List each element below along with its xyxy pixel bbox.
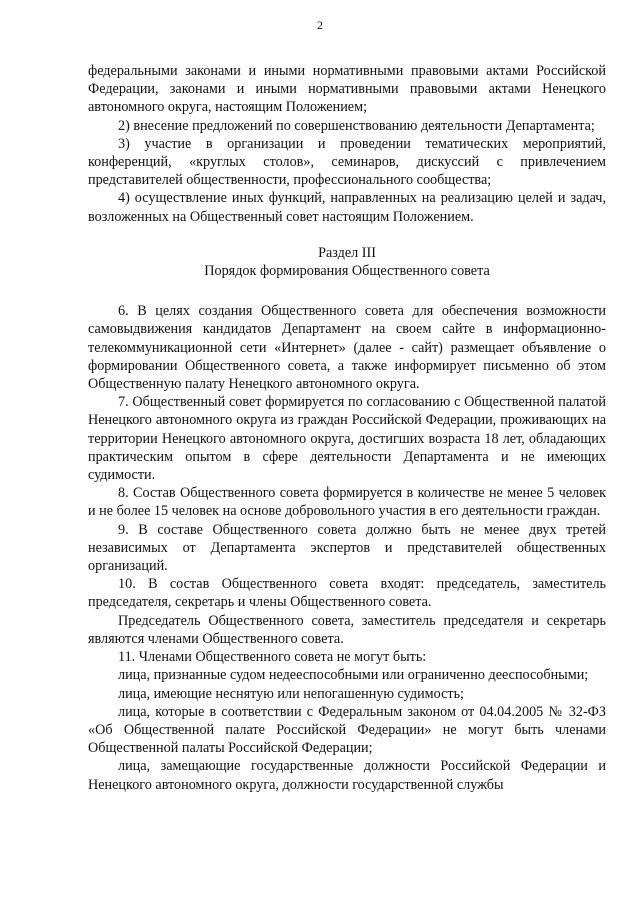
paragraph-11-item-1: лица, признанные судом недееспособными или ограниченно дееспособными; [118,667,589,684]
paragraph-11: 11. Членами Общественного совета не могут быть: [118,649,427,666]
section-number: Раздел III [318,244,376,261]
section-heading [88,244,606,280]
document-body [88,62,606,794]
paragraph-6: 6. В целях создания Общественного совета для обеспечения возможности самовыдвижения кандидатов Департамент на своем сайте в информационно-телекоммуникационной сети «Интернет» (далее - сайт) размещает объявление о формировании Общественного совета, а также информирует письменно об этом Общественную палату Ненецкого автономного округа. [88,303,606,393]
paragraph-9: 9. В составе Общественного совета должно быть не менее двух третей независимых от Департамента экспертов и представителей общественных организаций. [88,521,606,575]
list-item-2: 2) внесение предложений по совершенствованию деятельности Департамента; [118,117,595,134]
list-item-3: 3) участие в организации и проведении тематических мероприятий, конференций, «круглых столов», семинаров, дискуссий с привлечением представителей общественности, профессионального сообщества; [88,135,606,189]
paragraph-11-item-2: лица, имеющие неснятую или непогашенную судимость; [118,685,464,702]
paragraph-10-continued: Председатель Общественного совета, заместитель председателя и секретарь являются членами Общественного совета. [88,612,606,647]
section-spacer [88,280,606,302]
paragraph-8: 8. Состав Общественного совета формируется в количестве не менее 5 человек и не более 15 человек на основе добровольного участия в его деятельности граждан. [88,485,606,520]
paragraph-11-item-4: лица, замещающие государственные должности Российской Федерации и Ненецкого автономного округа, должности государственной службы [88,758,606,793]
list-item-4: 4) осуществление иных функций, направленных на реализацию целей и задач, возложенных на Общественный совет настоящим Положением. [88,190,606,225]
section-title: Порядок формирования Общественного совета [204,263,490,280]
paragraph-10: 10. В состав Общественного совета входят: председатель, заместитель председателя, секретарь и члены Общественного совета. [88,576,606,611]
paragraph-continuation: федеральными законами и иными нормативными правовыми актами Российской Федерации, законами и иными нормативными правовыми актами Ненецкого автономного округа, настоящим Положением; [88,63,606,116]
paragraph-11-item-3: лица, которые в соответствии с Федеральным законом от 04.04.2005 № 32-ФЗ «Об Общественной палате Российской Федерации» не могут быть членами Общественной палаты Российской Федерации; [88,703,606,757]
page-number: 2 [317,18,323,32]
paragraph-7: 7. Общественный совет формируется по согласованию с Общественной палатой Ненецкого автономного округа из граждан Российской Федерации, проживающих на территории Ненецкого автономного округа, достигших возраста 18 лет, обладающих практическим опытом в сфере деятельности Департамента и не имеющих судимости. [88,394,606,484]
